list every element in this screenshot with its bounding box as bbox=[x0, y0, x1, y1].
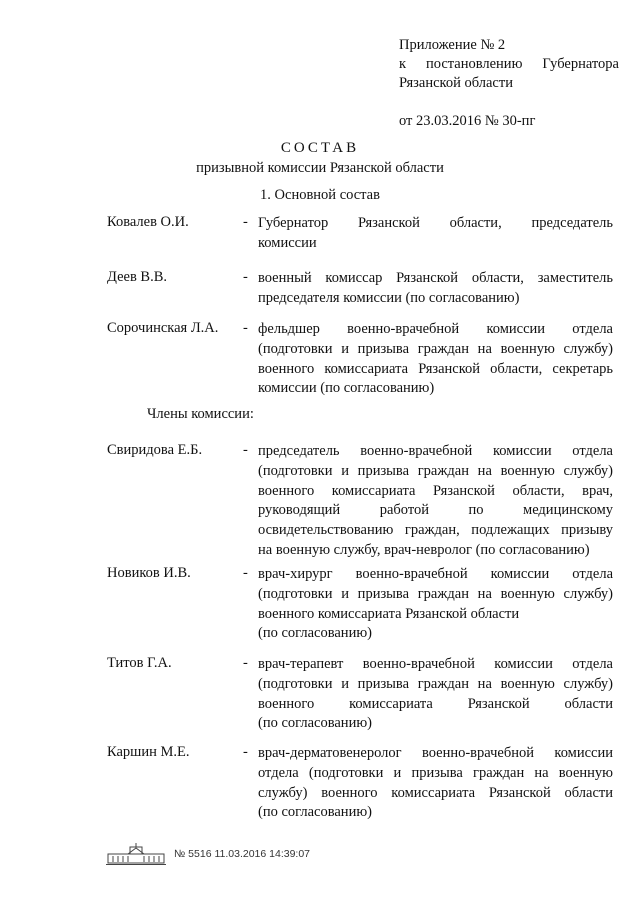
separator-dash: - bbox=[243, 565, 248, 581]
section-heading: 1. Основной состав bbox=[260, 187, 380, 203]
annex-ref-word-1: к bbox=[399, 56, 407, 72]
document-subtitle: призывной комиссии Рязанской области bbox=[196, 160, 444, 176]
position-line: военный комиссар Рязанской области, заместитель bbox=[258, 270, 613, 286]
annex-ref-word-3: Губернатора bbox=[542, 56, 619, 72]
position-line: (подготовки и призыва граждан на военную службу) bbox=[258, 675, 613, 692]
annex-block bbox=[399, 36, 619, 131]
separator-dash: - bbox=[243, 214, 248, 230]
member-position bbox=[258, 214, 613, 254]
position-line: (подготовки и призыва граждан на военную службу) bbox=[258, 462, 613, 479]
separator-dash: - bbox=[243, 269, 248, 285]
members-label: Члены комиссии: bbox=[147, 406, 254, 422]
document-title: СОСТАВ bbox=[280, 140, 360, 156]
position-line: (подготовки и призыва граждан на военную службу) bbox=[258, 585, 613, 602]
position-line: военного комиссариата Рязанской области bbox=[258, 605, 520, 622]
position-line: военного комиссариата Рязанской области bbox=[258, 695, 613, 712]
position-line: отдела (подготовки и призыва граждан на военную bbox=[258, 764, 613, 781]
annex-date: от 23.03.2016 № 30-пг bbox=[399, 113, 536, 129]
member-name: Титов Г.А. bbox=[107, 655, 172, 671]
member-name: Новиков И.В. bbox=[107, 565, 191, 581]
member-position bbox=[258, 320, 613, 399]
member-name: Сорочинская Л.А. bbox=[107, 320, 219, 336]
position-line: врач-хирург военно-врачебной комиссии отдела bbox=[258, 566, 613, 582]
position-line: (по согласованию) bbox=[258, 804, 372, 821]
position-line: председатель военно-врачебной комиссии отдела bbox=[258, 443, 613, 459]
position-line: военного комиссариата Рязанской области, секретарь bbox=[258, 360, 613, 377]
member-position bbox=[258, 744, 613, 823]
position-line: (подготовки и призыва граждан на военную службу) bbox=[258, 340, 613, 357]
registration-footer bbox=[106, 842, 316, 866]
position-line: (по согласованию) bbox=[258, 715, 372, 732]
position-line: врач-терапевт военно-врачебной комиссии отдела bbox=[258, 656, 613, 672]
position-line: председателя комиссии (по согласованию) bbox=[258, 289, 520, 306]
position-line: (по согласованию) bbox=[258, 625, 372, 642]
position-line: врач-дерматовенеролог военно-врачебной комиссии bbox=[258, 745, 613, 761]
separator-dash: - bbox=[243, 655, 248, 671]
position-line: комиссии (по согласованию) bbox=[258, 380, 435, 397]
member-name: Каршин М.Е. bbox=[107, 744, 190, 760]
position-line: комиссии bbox=[258, 234, 317, 251]
building-emblem-icon bbox=[106, 842, 166, 866]
position-line: освидетельствованию граждан, подлежащих призыву bbox=[258, 522, 613, 539]
separator-dash: - bbox=[243, 320, 248, 336]
member-position bbox=[258, 269, 613, 309]
position-line: на военную службу, врач-невролог (по согласованию) bbox=[258, 541, 590, 558]
member-name: Свиридова Е.Б. bbox=[107, 442, 203, 458]
position-line: военного комиссариата Рязанской области, врач, bbox=[258, 482, 613, 499]
position-line: Губернатор Рязанской области, председатель bbox=[258, 215, 613, 231]
position-line: руководящий работой по медицинскому bbox=[258, 502, 613, 519]
member-name: Деев В.В. bbox=[107, 269, 168, 285]
annex-region: Рязанской области bbox=[399, 75, 513, 91]
member-position bbox=[258, 655, 613, 734]
position-line: фельдшер военно-врачебной комиссии отдела bbox=[258, 321, 613, 337]
separator-dash: - bbox=[243, 442, 248, 458]
annex-ref-word-2: постановлению bbox=[425, 56, 523, 72]
separator-dash: - bbox=[243, 744, 248, 760]
member-position bbox=[258, 442, 613, 561]
annex-reference bbox=[399, 55, 619, 74]
member-position bbox=[258, 565, 613, 644]
annex-title: Приложение № 2 bbox=[399, 37, 506, 53]
position-line: службу) военного комиссариата Рязанской области bbox=[258, 784, 613, 801]
registration-number: № 5516 11.03.2016 14:39:07 bbox=[174, 848, 311, 860]
member-name: Ковалев О.И. bbox=[107, 214, 189, 230]
